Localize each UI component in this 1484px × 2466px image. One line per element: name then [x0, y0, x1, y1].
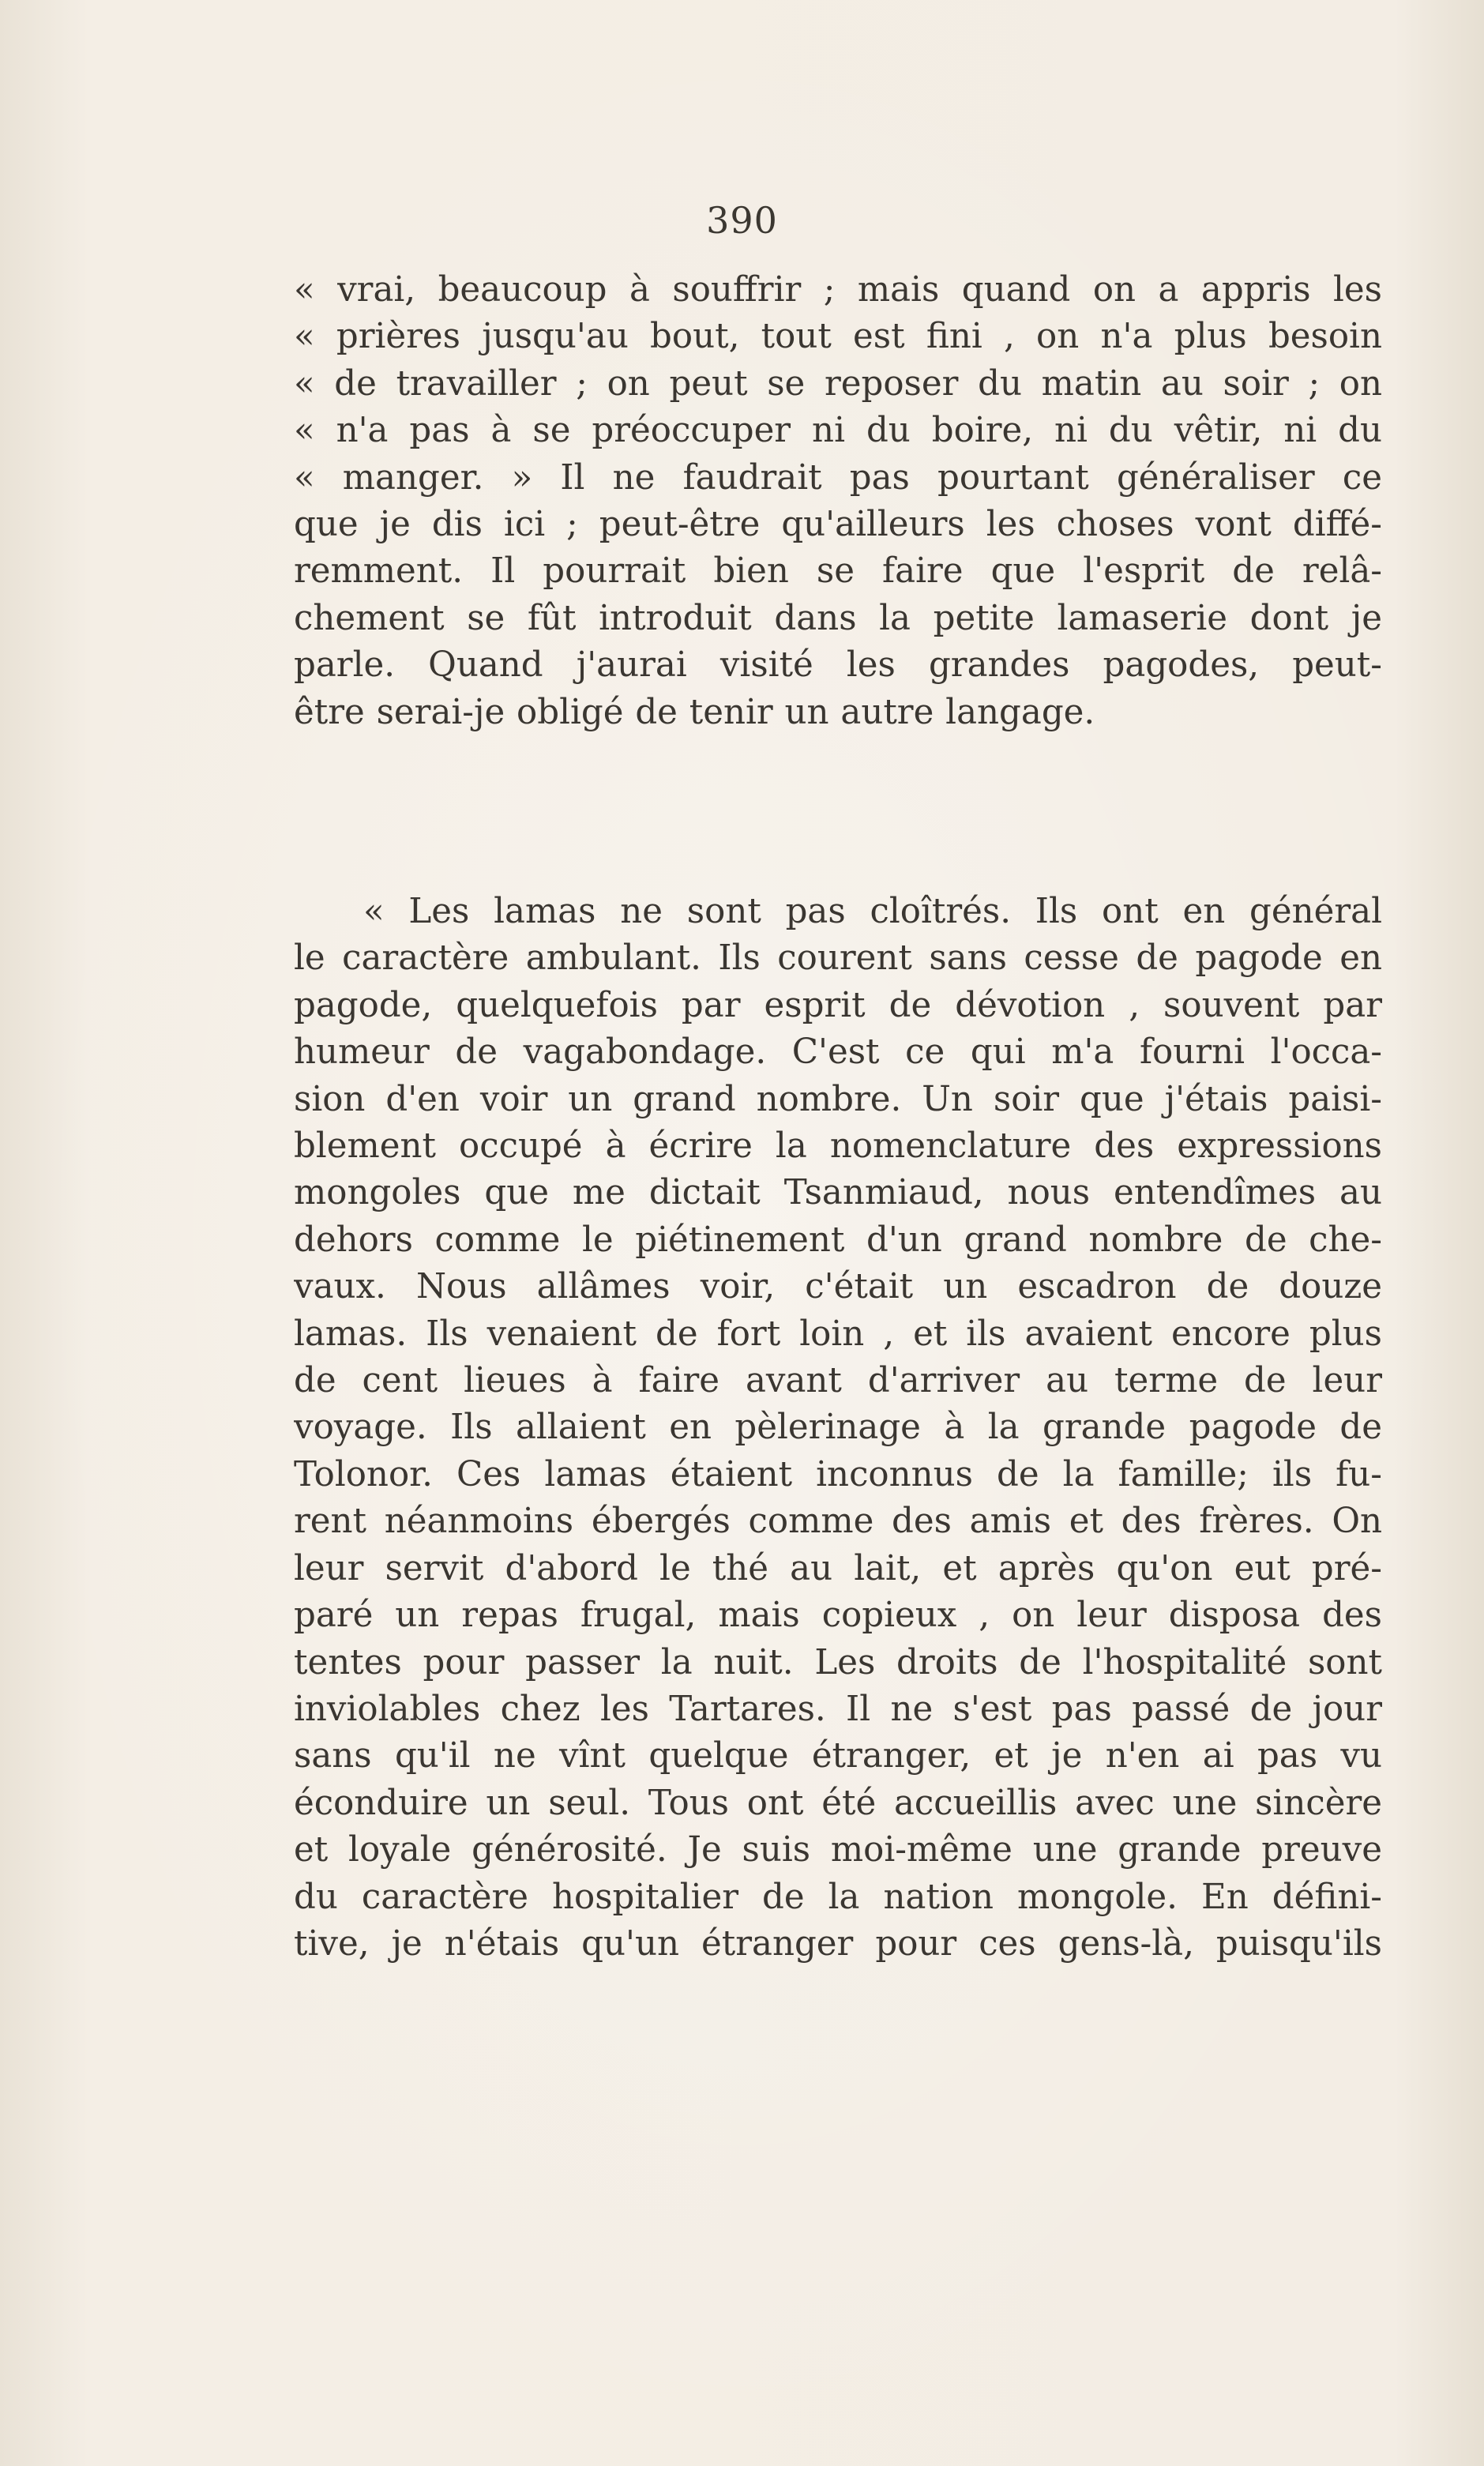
- text-line: « n'a pas à se préoccuper ni du boire, ni du vêtir, ni du: [294, 411, 1382, 451]
- text-line: « manger. » Il ne faudrait pas pourtant généraliser ce: [294, 457, 1382, 498]
- text-line: du caractère hospitalier de la nation mongole. En défini-: [294, 1877, 1382, 1917]
- text-line: inviolables chez les Tartares. Il ne s'est pas passé de jour: [294, 1689, 1382, 1729]
- text-line: rent néanmoins ébergés comme des amis et des frères. On: [294, 1502, 1382, 1542]
- text-line: « prières jusqu'au bout, tout est fini , on n'a plus besoin: [294, 317, 1382, 357]
- text-line: vaux. Nous allâmes voir, c'était un escadron de douze: [294, 1267, 1382, 1307]
- text-line: que je dis ici ; peut-être qu'ailleurs les choses vont diffé-: [294, 505, 1382, 545]
- text-line: mongoles que me dictait Tsanmiaud, nous entendîmes au: [294, 1173, 1382, 1213]
- text-line: « de travailler ; on peut se reposer du matin au soir ; on: [294, 363, 1382, 404]
- text-line: « vrai, beaucoup à souffrir ; mais quand on a appris les: [294, 270, 1382, 310]
- text-line: pagode, quelquefois par esprit de dévotion , souvent par: [294, 985, 1382, 1025]
- text-line: Tolonor. Ces lamas étaient inconnus de la famille; ils fu-: [294, 1454, 1382, 1494]
- text-line: voyage. Ils allaient en pèlerinage à la grande pagode de: [294, 1408, 1382, 1448]
- text-line: dehors comme le piétinement d'un grand nombre de che-: [294, 1220, 1382, 1260]
- text-line: le caractère ambulant. Ils courent sans cesse de pagode en: [294, 938, 1382, 979]
- text-line: et loyale générosité. Je suis moi-même une grande preuve: [294, 1830, 1382, 1870]
- text-line: chement se fût introduit dans la petite lamaserie dont je: [294, 598, 1382, 638]
- text-line: éconduire un seul. Tous ont été accueillis avec une sincère: [294, 1783, 1382, 1823]
- text-line: être serai-je obligé de tenir un autre langage.: [294, 692, 1095, 732]
- text-line: remment. Il pourrait bien se faire que l'esprit de relâ-: [294, 551, 1382, 592]
- text-line: parle. Quand j'aurai visité les grandes pagodes, peut-: [294, 645, 1382, 686]
- text-line: leur servit d'abord le thé au lait, et après qu'on eut pré-: [294, 1548, 1382, 1588]
- text-line: tentes pour passer la nuit. Les droits de l'hospitalité sont: [294, 1642, 1382, 1682]
- text-line: de cent lieues à faire avant d'arriver au terme de leur: [294, 1361, 1382, 1401]
- text-line: lamas. Ils venaient de fort loin , et ils avaient encore plus: [294, 1314, 1382, 1354]
- paragraph-2: [294, 889, 1382, 1968]
- text-line: paré un repas frugal, mais copieux , on leur disposa des: [294, 1596, 1382, 1636]
- text-line: « Les lamas ne sont pas cloîtrés. Ils ont en général: [363, 892, 1382, 931]
- text-line: sans qu'il ne vînt quelque étranger, et je n'en ai pas vu: [294, 1736, 1382, 1776]
- text-line: sion d'en voir un grand nombre. Un soir que j'étais paisi-: [294, 1079, 1382, 1119]
- text-line: tive, je n'étais qu'un étranger pour ces gens-là, puisqu'ils: [294, 1923, 1382, 1964]
- page-number: 390: [706, 199, 778, 242]
- text-line: blement occupé à écrire la nomenclature des expressions: [294, 1126, 1382, 1167]
- text-line: humeur de vagabondage. C'est ce qui m'a fourni l'occa-: [294, 1032, 1382, 1073]
- paragraph-1: [294, 267, 1382, 736]
